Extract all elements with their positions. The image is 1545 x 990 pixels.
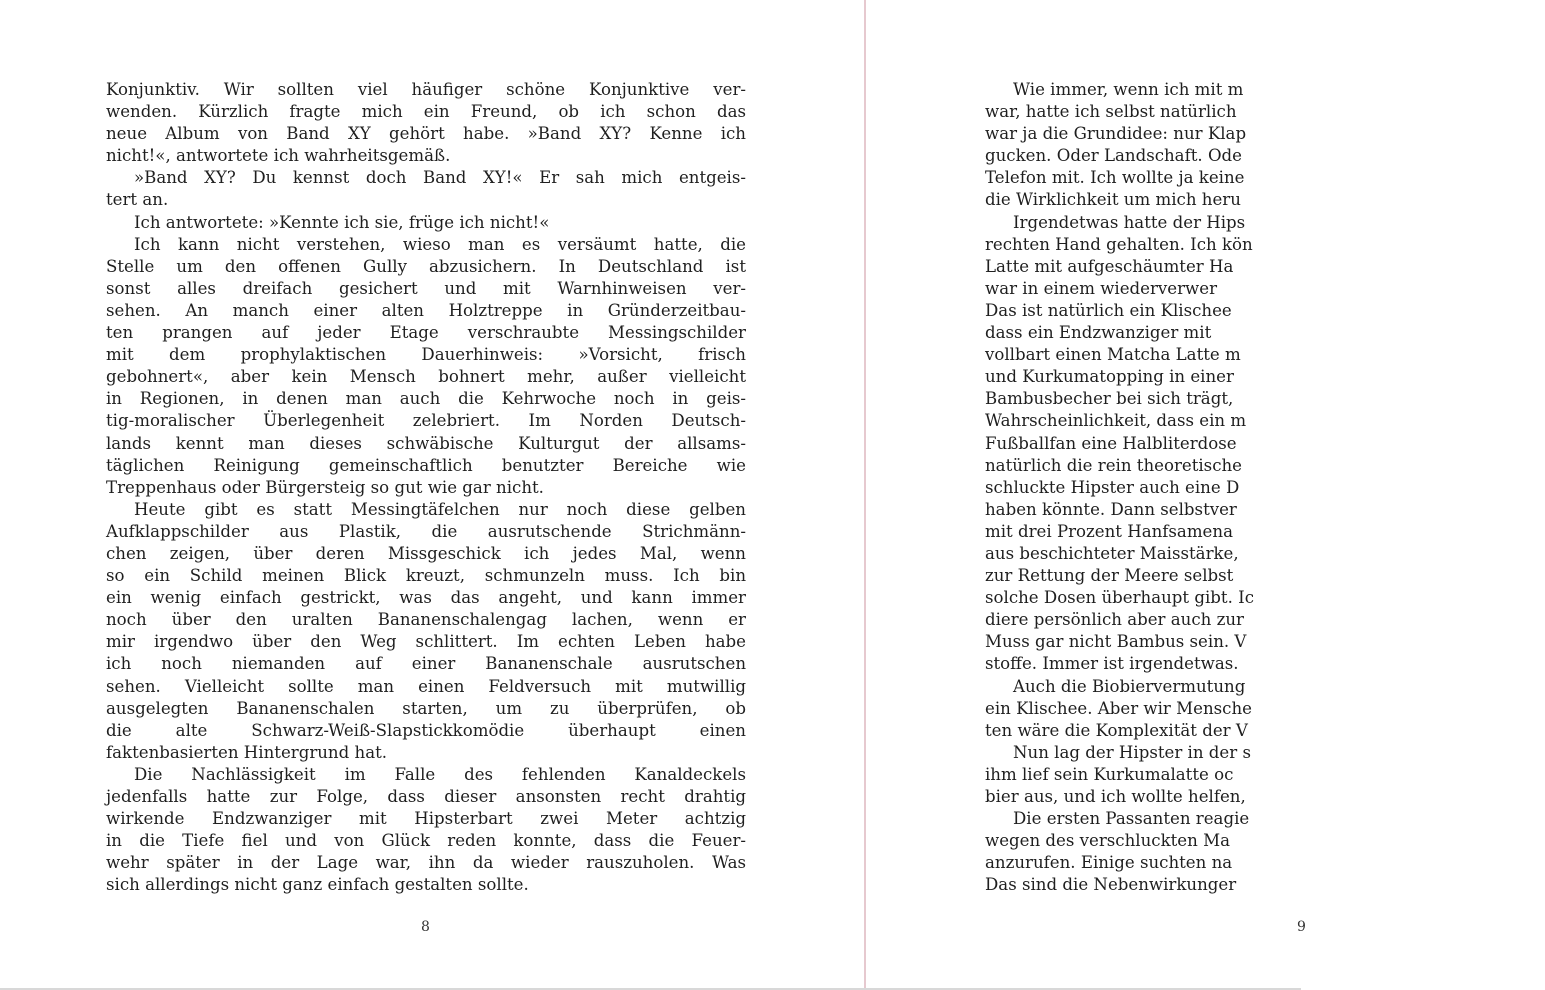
- text-line: Latte mit aufgeschäumter Ha: [985, 256, 1234, 276]
- text-line: Muss gar nicht Bambus sein. V: [985, 632, 1247, 652]
- text-line: und Kurkumatopping in einer: [985, 367, 1234, 387]
- text-line: neue Album von Band XY gehört habe. »Band XY? Kenne ich: [106, 124, 746, 144]
- text-line: Auch die Biobiervermutung: [1013, 676, 1246, 696]
- text-line: gebohnert«, aber kein Mensch bohnert mehr, außer vielleicht: [106, 367, 746, 387]
- text-line: sich allerdings nicht ganz einfach gestalten sollte.: [106, 875, 529, 895]
- text-line: sehen. Vielleicht sollte man einen Feldversuch mit mutwillig: [106, 676, 746, 696]
- text-line: Fußballfan eine Halbliterdose: [985, 433, 1237, 453]
- text-line: war in einem wiederverwer: [985, 278, 1218, 298]
- text-line: sonst alles dreifach gesichert und mit Warnhinweisen ver-: [106, 278, 746, 298]
- text-line: die Wirklichkeit um mich heru: [985, 190, 1241, 210]
- text-line: nicht!«, antwortete ich wahrheitsgemäß.: [106, 146, 451, 166]
- text-line: ein Klischee. Aber wir Mensche: [985, 698, 1252, 718]
- text-line: noch über den uralten Bananenschalengag lachen, wenn er: [106, 610, 746, 630]
- text-line: diere persönlich aber auch zur: [985, 610, 1244, 630]
- text-line: so ein Schild meinen Blick kreuzt, schmunzeln muss. Ich bin: [106, 566, 746, 586]
- text-line: ausgelegten Bananenschalen starten, um zu überprüfen, ob: [106, 698, 746, 718]
- text-line: dass ein Endzwanziger mit: [985, 323, 1212, 343]
- text-line: aus beschichteter Maisstärke,: [985, 543, 1239, 563]
- text-line: vollbart einen Matcha Latte m: [985, 345, 1241, 365]
- text-line: ten prangen auf jeder Etage verschraubte Messingschilder: [106, 323, 746, 343]
- text-line: war, hatte ich selbst natürlich: [985, 102, 1237, 122]
- text-line: schluckte Hipster auch eine D: [985, 477, 1240, 497]
- text-line: ten wäre die Komplexität der V: [985, 720, 1248, 740]
- left-page-text: [106, 79, 746, 896]
- text-line: wenden. Kürzlich fragte mich ein Freund, ob ich schon das: [106, 102, 746, 122]
- text-line: stoffe. Immer ist irgendetwas.: [985, 654, 1239, 674]
- text-line: die alte Schwarz-Weiß-Slapstickkomödie überhaupt einen: [106, 720, 746, 740]
- text-line: wegen des verschluckten Ma: [985, 831, 1230, 851]
- text-line: anzurufen. Einige suchten na: [985, 853, 1233, 873]
- text-line: rechten Hand gehalten. Ich kön: [985, 234, 1253, 254]
- text-line: Das ist natürlich ein Klischee: [985, 300, 1232, 320]
- text-line: »Band XY? Du kennst doch Band XY!« Er sah mich entgeis-: [134, 168, 746, 188]
- text-line: mir irgendwo über den Weg schlittert. Im echten Leben habe: [106, 632, 746, 652]
- text-line: gucken. Oder Landschaft. Ode: [985, 146, 1242, 166]
- text-line: tig-moralischer Überlegenheit zelebriert. Im Norden Deutsch-: [106, 411, 746, 431]
- text-line: Die ersten Passanten reagie: [1013, 809, 1250, 829]
- text-line: war ja die Grundidee: nur Klap: [985, 124, 1247, 144]
- text-line: jedenfalls hatte zur Folge, dass dieser ansonsten recht drahtig: [106, 787, 746, 806]
- text-line: ihm lief sein Kurkumalatte oc: [985, 764, 1234, 784]
- text-line: in Regionen, in denen man auch die Kehrwoche noch in geis-: [106, 389, 746, 409]
- right-page: [866, 0, 1306, 988]
- text-line: faktenbasierten Hintergrund hat.: [106, 742, 388, 762]
- text-line: Heute gibt es statt Messingtäfelchen nur noch diese gelben: [134, 499, 746, 519]
- left-page-number: 8: [421, 919, 430, 935]
- text-line: Ich kann nicht verstehen, wieso man es versäumt hatte, die: [134, 234, 746, 254]
- text-line: ein wenig einfach gestrickt, was das angeht, und kann immer: [106, 588, 746, 608]
- text-line: zur Rettung der Meere selbst: [985, 566, 1234, 586]
- text-line: mit drei Prozent Hanfsamena: [985, 521, 1233, 541]
- text-line: tert an.: [106, 190, 169, 210]
- text-line: bier aus, und ich wollte helfen,: [985, 787, 1246, 806]
- text-line: Ich antwortete: »Kennte ich sie, früge ich nicht!«: [134, 212, 550, 232]
- right-page-text: [985, 79, 1545, 896]
- text-line: Das sind die Nebenwirkunger: [985, 875, 1237, 895]
- text-line: Irgendetwas hatte der Hips: [1013, 212, 1246, 232]
- text-line: natürlich die rein theoretische: [985, 455, 1242, 475]
- text-line: ich noch niemanden auf einer Bananenschale ausrutschen: [106, 654, 746, 674]
- text-line: wehr später in der Lage war, ihn da wieder rauszuholen. Was: [106, 853, 746, 873]
- text-line: Wie immer, wenn ich mit m: [1013, 80, 1244, 99]
- text-line: Nun lag der Hipster in der s: [1013, 742, 1251, 762]
- text-line: chen zeigen, über deren Missgeschick ich jedes Mal, wenn: [106, 543, 746, 563]
- text-line: Die Nachlässigkeit im Falle des fehlenden Kanaldeckels: [134, 764, 746, 784]
- text-line: solche Dosen überhaupt gibt. Ic: [985, 588, 1254, 608]
- text-line: in die Tiefe fiel und von Glück reden konnte, dass die Feuer-: [106, 831, 746, 851]
- text-line: lands kennt man dieses schwäbische Kulturgut der allsams-: [106, 433, 746, 453]
- text-line: haben könnte. Dann selbstver: [985, 499, 1237, 519]
- text-line: Stelle um den offenen Gully abzusichern. In Deutschland ist: [106, 256, 746, 276]
- text-line: wirkende Endzwanziger mit Hipsterbart zwei Meter achtzig: [106, 809, 746, 829]
- text-line: Wahrscheinlichkeit, dass ein m: [985, 411, 1247, 431]
- text-line: Konjunktiv. Wir sollten viel häufiger schöne Konjunktive ver-: [106, 80, 746, 99]
- right-page-number: 9: [1297, 919, 1306, 935]
- text-line: mit dem prophylaktischen Dauerhinweis: »Vorsicht, frisch: [106, 345, 746, 365]
- text-line: sehen. An manch einer alten Holztreppe in Gründerzeitbau-: [106, 300, 746, 320]
- text-line: Bambusbecher bei sich trägt,: [985, 389, 1234, 409]
- text-line: Treppenhaus oder Bürgersteig so gut wie gar nicht.: [106, 477, 544, 497]
- text-line: Telefon mit. Ich wollte ja keine: [985, 168, 1245, 188]
- text-line: Aufklappschilder aus Plastik, die ausrutschende Strichmänn-: [106, 521, 746, 541]
- text-line: täglichen Reinigung gemeinschaftlich benutzter Bereiche wie: [106, 455, 746, 475]
